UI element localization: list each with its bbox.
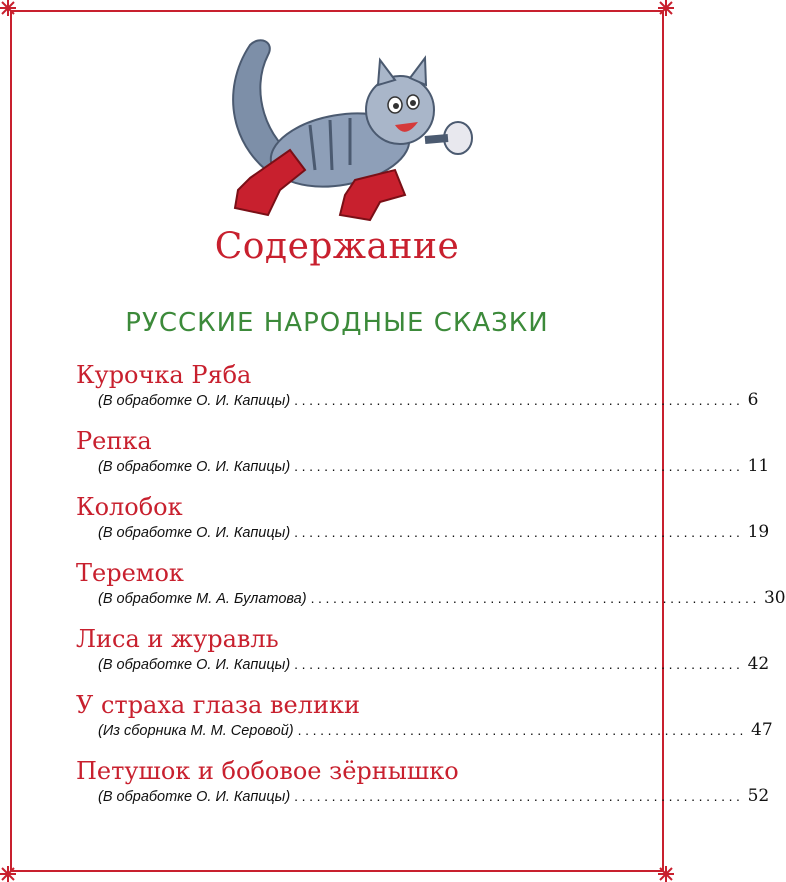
toc-entry-source: (В обработке О. И. Капицы) (98, 393, 291, 409)
dot-leader: ............................................................ (294, 656, 744, 672)
toc-entry[interactable] (76, 755, 770, 821)
dot-leader: ............................................................ (294, 458, 744, 474)
toc-entry-source: (В обработке О. И. Капицы) (98, 789, 291, 805)
toc-entry-source: (В обработке О. И. Капицы) (98, 657, 291, 673)
toc-entry-source: (В обработке О. И. Капицы) (98, 525, 291, 541)
cat-in-red-boots-illustration (220, 30, 490, 225)
toc-entry[interactable] (76, 425, 770, 491)
toc-entry-page[interactable]: 52 (747, 786, 770, 806)
toc-entry-title[interactable]: Репка (76, 427, 152, 455)
toc-entry-line (98, 654, 770, 676)
toc-entry-title[interactable]: Колобок (76, 493, 183, 521)
toc-entry-line (98, 456, 770, 478)
toc-entry-line (98, 588, 786, 610)
dot-leader: ............................................................ (294, 788, 744, 804)
section-heading: РУССКИЕ НАРОДНЫЕ СКАЗКИ (125, 308, 549, 338)
corner-ornament-icon (0, 0, 30, 30)
toc-entry-source: (В обработке М. А. Булатова) (98, 591, 307, 607)
toc-entry-title[interactable]: Лиса и журавль (76, 625, 279, 653)
corner-ornament-icon (644, 852, 674, 882)
toc-entry-page[interactable]: 47 (751, 720, 773, 740)
page-title: Содержание (214, 226, 460, 267)
toc-entry-title[interactable]: Петушок и бобовое зёрнышко (76, 757, 459, 785)
toc-entry[interactable] (76, 557, 786, 623)
toc-entry[interactable] (76, 491, 770, 557)
toc-entry-source: (Из сборника М. М. Серовой) (98, 723, 294, 739)
dot-leader: ............................................................ (310, 590, 760, 606)
toc-entry-source: (В обработке О. И. Капицы) (98, 459, 291, 475)
dot-leader: ............................................................ (294, 392, 744, 408)
toc-entry[interactable] (76, 689, 773, 755)
toc-entry[interactable] (76, 359, 759, 425)
toc-entry-line (98, 720, 773, 742)
corner-ornament-icon (644, 0, 674, 30)
toc-entry-line (98, 786, 770, 808)
table-of-contents (76, 359, 786, 821)
toc-entry-page[interactable]: 11 (747, 456, 770, 476)
toc-entry-line (98, 390, 759, 412)
toc-entry-title[interactable]: У страха глаза велики (76, 691, 360, 719)
corner-ornament-icon (0, 852, 30, 882)
toc-entry-line (98, 522, 770, 544)
toc-entry[interactable] (76, 623, 770, 689)
toc-entry-page[interactable]: 6 (747, 390, 759, 410)
toc-entry-page[interactable]: 19 (747, 522, 770, 542)
toc-entry-title[interactable]: Теремок (76, 559, 184, 587)
toc-entry-page[interactable]: 30 (763, 588, 786, 608)
dot-leader: ............................................................ (294, 524, 744, 540)
toc-entry-title[interactable]: Курочка Ряба (76, 361, 252, 389)
dot-leader: ............................................................ (297, 722, 748, 738)
toc-entry-page[interactable]: 42 (747, 654, 770, 674)
